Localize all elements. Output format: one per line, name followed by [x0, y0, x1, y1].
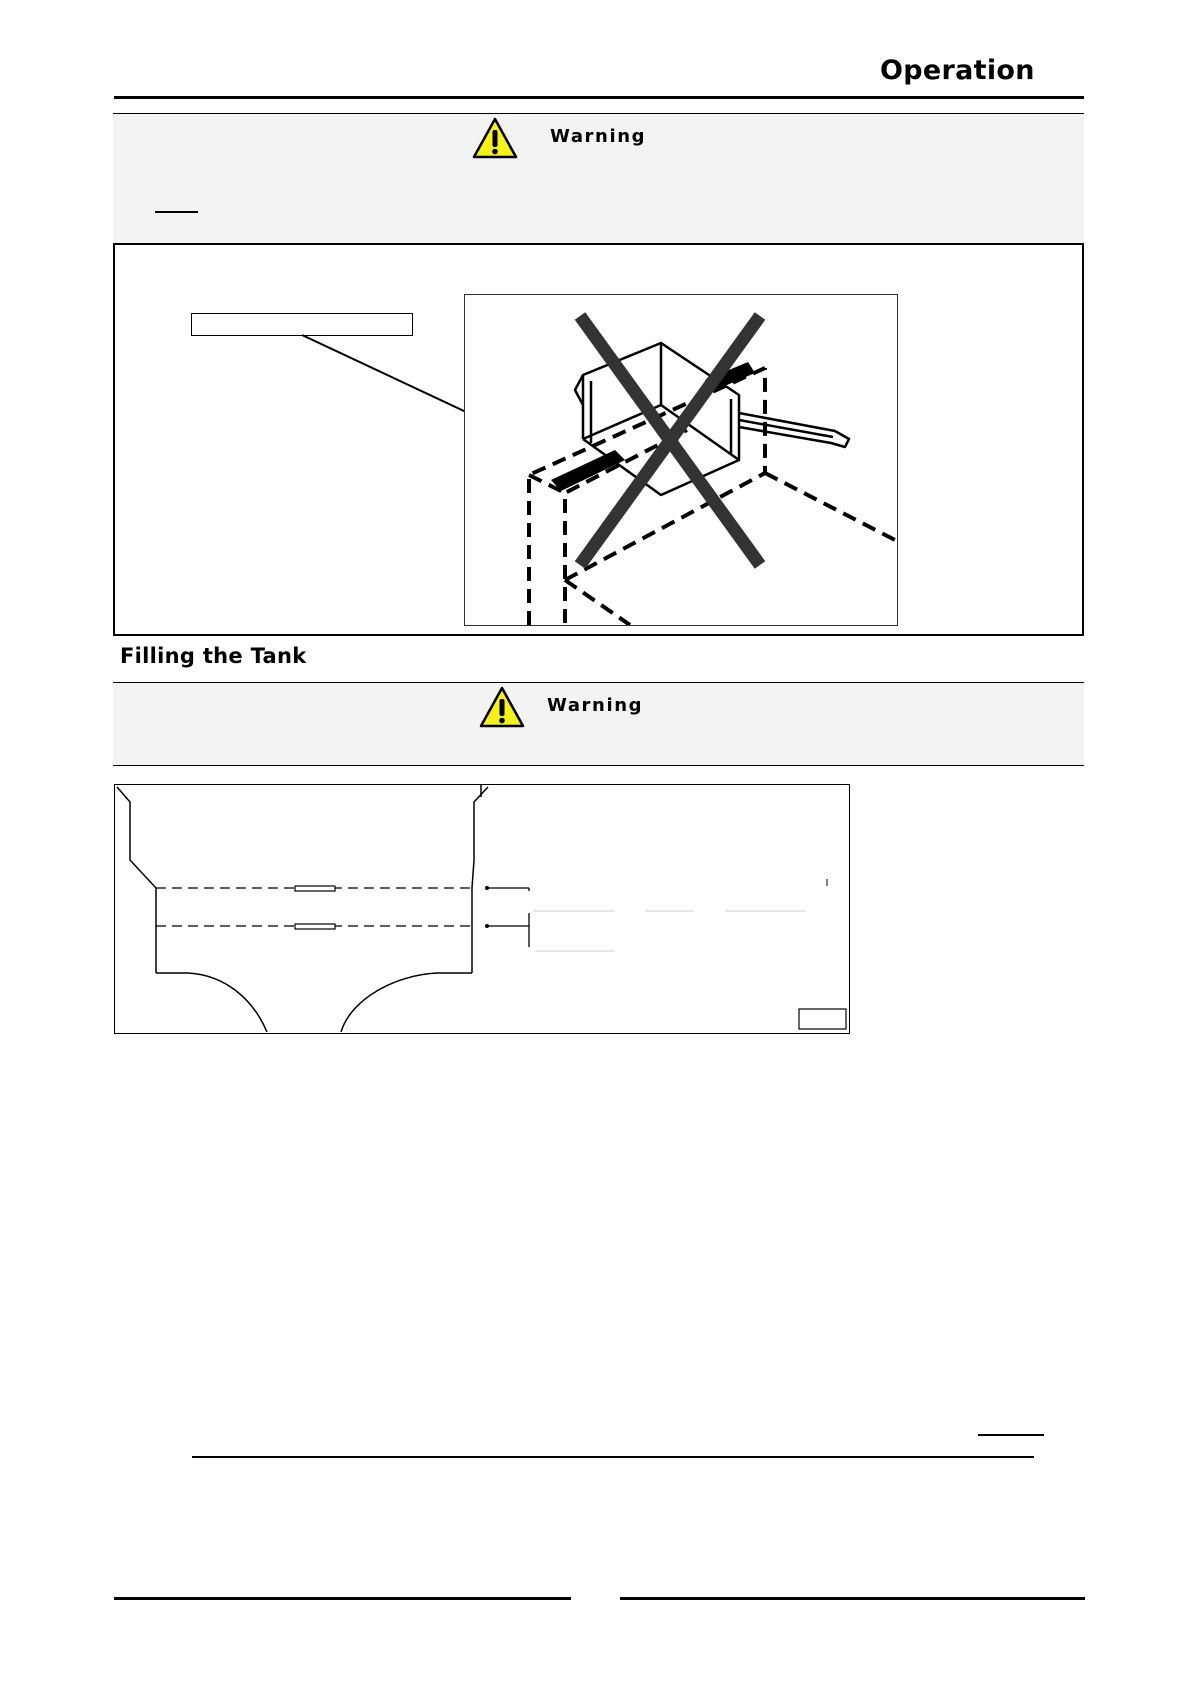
tank-oil-level-diagram	[115, 785, 848, 1032]
warning-label: Warning	[547, 695, 644, 716]
footer-rule-left	[114, 1597, 571, 1600]
note-underline	[155, 211, 198, 213]
warning-triangle-icon	[472, 117, 518, 159]
warning-label: Warning	[550, 126, 647, 147]
link-underline	[978, 1434, 1044, 1436]
warning-panel-top	[113, 113, 1084, 245]
footer-rule-right	[620, 1597, 1085, 1600]
basket-illustration-frame	[464, 294, 898, 626]
crossed-out-basket-illustration	[465, 295, 897, 625]
section-heading: Filling the Tank	[120, 644, 307, 668]
page-title: Operation	[880, 55, 1035, 86]
warning-panel-fill	[113, 682, 1084, 766]
basket-figure-frame	[113, 243, 1084, 636]
text-rule	[192, 1456, 1034, 1458]
warning-triangle-icon	[479, 686, 525, 728]
header-rule	[114, 96, 1084, 99]
tank-diagram-frame	[114, 784, 850, 1034]
